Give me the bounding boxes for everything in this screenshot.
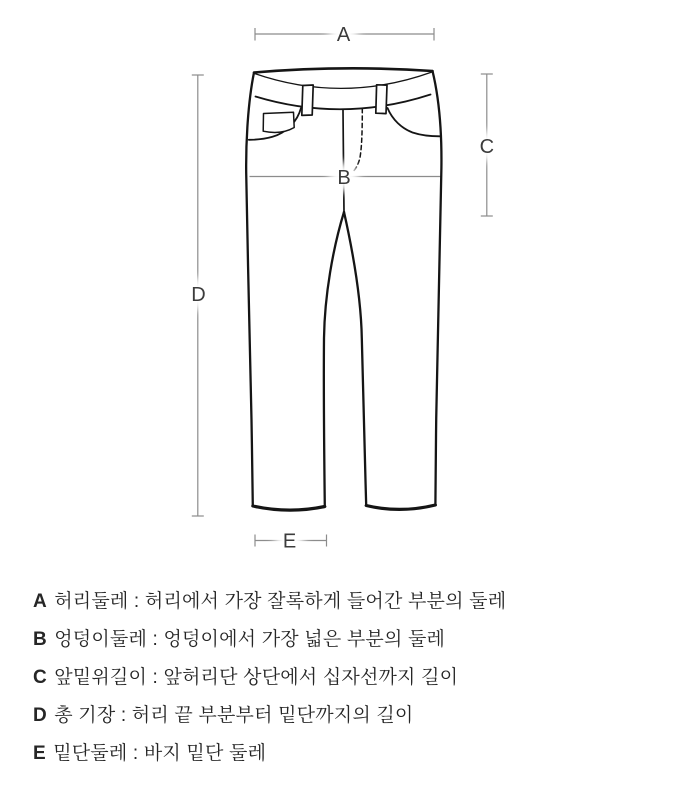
legend-desc: 밑단둘레 : 바지 밑단 둘레 xyxy=(53,743,267,764)
legend-key: B xyxy=(33,629,48,650)
label-C: C xyxy=(479,136,495,158)
belt-loop-left xyxy=(302,85,313,115)
waistband-seam xyxy=(256,95,431,110)
legend-item-c xyxy=(33,659,663,697)
legend-desc: 총 기장 : 허리 끝 부분부터 밑단까지의 길이 xyxy=(54,705,414,726)
fly-stitch-dashed-line xyxy=(353,109,362,172)
legend-key: E xyxy=(33,743,47,764)
label-A: A xyxy=(336,24,351,46)
coin-pocket xyxy=(263,112,294,132)
legend-desc: 허리둘레 : 허리에서 가장 잘록하게 들어간 부분의 둘레 xyxy=(54,591,507,612)
legend-item-e xyxy=(33,735,663,773)
right-pocket-curve xyxy=(388,108,440,136)
waistband-inner xyxy=(255,72,433,88)
measurement-legend xyxy=(33,583,663,773)
label-B: B xyxy=(337,167,351,189)
legend-key: A xyxy=(33,591,48,612)
label-E: E xyxy=(282,530,297,553)
label-D: D xyxy=(191,284,206,306)
fly-center-line xyxy=(343,110,344,212)
measure-labels xyxy=(183,19,502,556)
right-hem xyxy=(366,505,435,509)
legend-item-d xyxy=(33,697,663,735)
legend-item-a xyxy=(33,583,663,621)
legend-item-b xyxy=(33,621,663,659)
pants-outline xyxy=(246,68,441,510)
belt-loop-right xyxy=(376,85,387,114)
legend-desc: 엉덩이둘레 : 엉덩이에서 가장 넓은 부분의 둘레 xyxy=(54,629,446,650)
left-hem xyxy=(253,506,325,510)
legend-key: C xyxy=(33,667,48,688)
waistband-top xyxy=(254,68,433,72)
legend-desc: 앞밑위길이 : 앞허리단 상단에서 십자선까지 길이 xyxy=(54,667,459,688)
legend-key: D xyxy=(33,705,48,726)
